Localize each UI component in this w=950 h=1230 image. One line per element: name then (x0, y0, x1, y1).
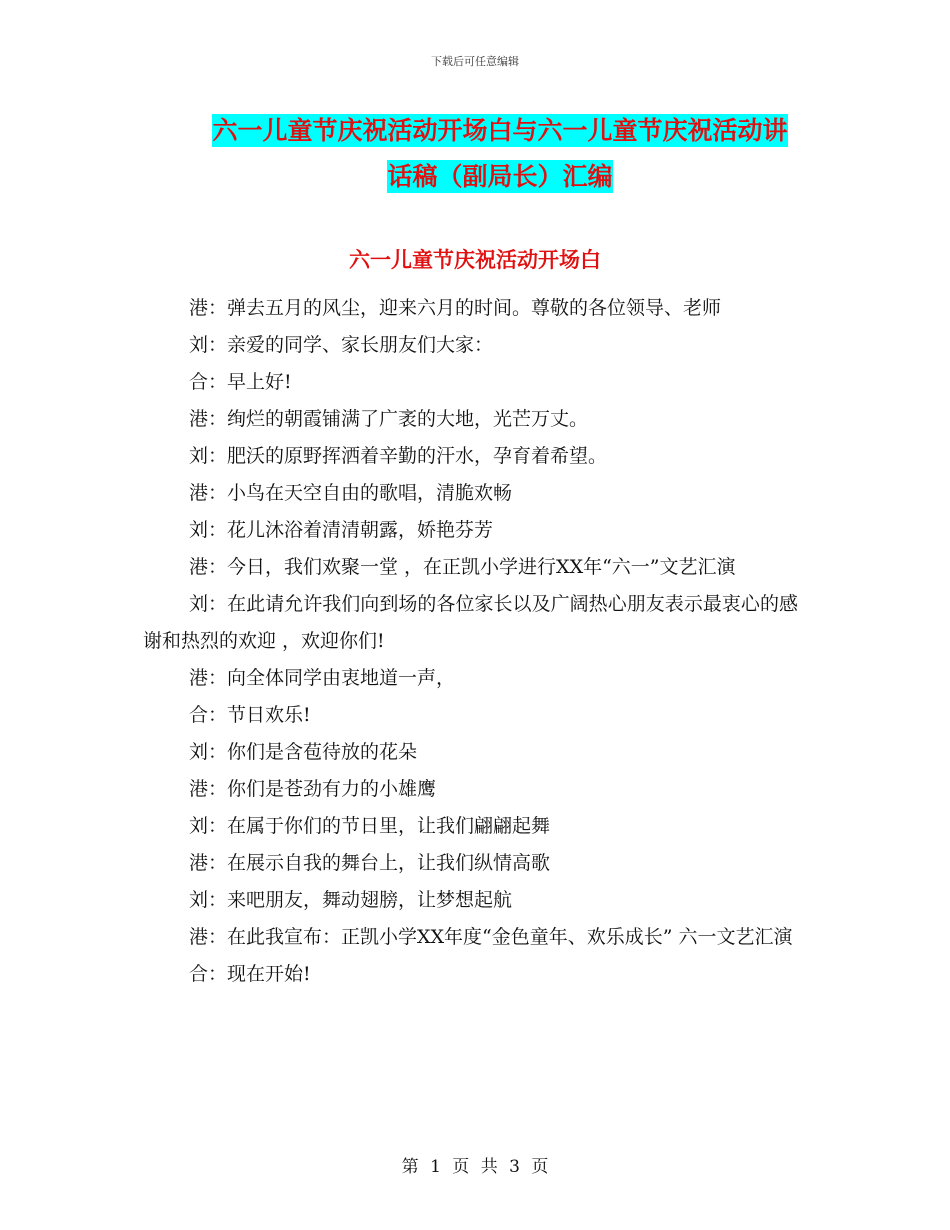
paragraph: 港：你们是苍劲有力的小雄鹰 (189, 778, 437, 800)
paragraph: 港：小鸟在天空自由的歌唱，清脆欢畅 (189, 482, 513, 504)
paragraph: 刘：在此请允许我们向到场的各位家长以及广阔热心朋友表示最衷心的感谢和热烈的欢迎 ，欢迎你们! (143, 593, 798, 652)
paragraph: 港：向全体同学由衷地道一声， (189, 667, 456, 689)
page-number-footer: 第 1 页 共 3 页 (401, 1157, 549, 1177)
paragraph: 港：在此我宣布：正凯小学XX年度“金色童年、欢乐成长” 六一文艺汇演 (189, 926, 793, 948)
paragraph: 刘：花儿沐浴着清清朝露，娇艳芬芳 (189, 519, 494, 541)
paragraph: 合：节日欢乐! (189, 704, 311, 726)
paragraph: 港：绚烂的朝霞铺满了广袤的大地，光芒万丈。 (189, 408, 589, 430)
paragraph: 合：现在开始! (189, 963, 311, 985)
page-header-note: 下载后可任意编辑 (431, 55, 519, 68)
paragraph: 刘：亲爱的同学、家长朋友们大家： (189, 334, 494, 356)
section-title: 六一儿童节庆祝活动开场白 (349, 248, 601, 272)
paragraph: 港：在展示自我的舞台上，让我们纵情高歌 (189, 852, 551, 874)
paragraph: 刘：在属于你们的节日里，让我们翩翩起舞 (189, 815, 551, 837)
title-line-1: 六一儿童节庆祝活动开场白与六一儿童节庆祝活动讲 (212, 116, 788, 145)
paragraph: 港：今日，我们欢聚一堂 ，在正凯小学进行XX年“六一”文艺汇演 (189, 556, 736, 578)
paragraph: 合：早上好! (189, 371, 292, 393)
document-title (140, 108, 860, 200)
paragraph: 港：弹去五月的风尘，迎来六月的时间。尊敬的各位领导、老师 (189, 297, 722, 319)
document-body (143, 290, 798, 993)
paragraph: 刘：来吧朋友，舞动翅膀，让梦想起航 (189, 889, 513, 911)
paragraph: 刘：你们是含苞待放的花朵 (189, 741, 418, 763)
title-line-2: 话稿（副局长）汇编 (387, 162, 613, 191)
paragraph: 刘：肥沃的原野挥洒着辛勤的汗水，孕育着希望。 (189, 445, 608, 467)
